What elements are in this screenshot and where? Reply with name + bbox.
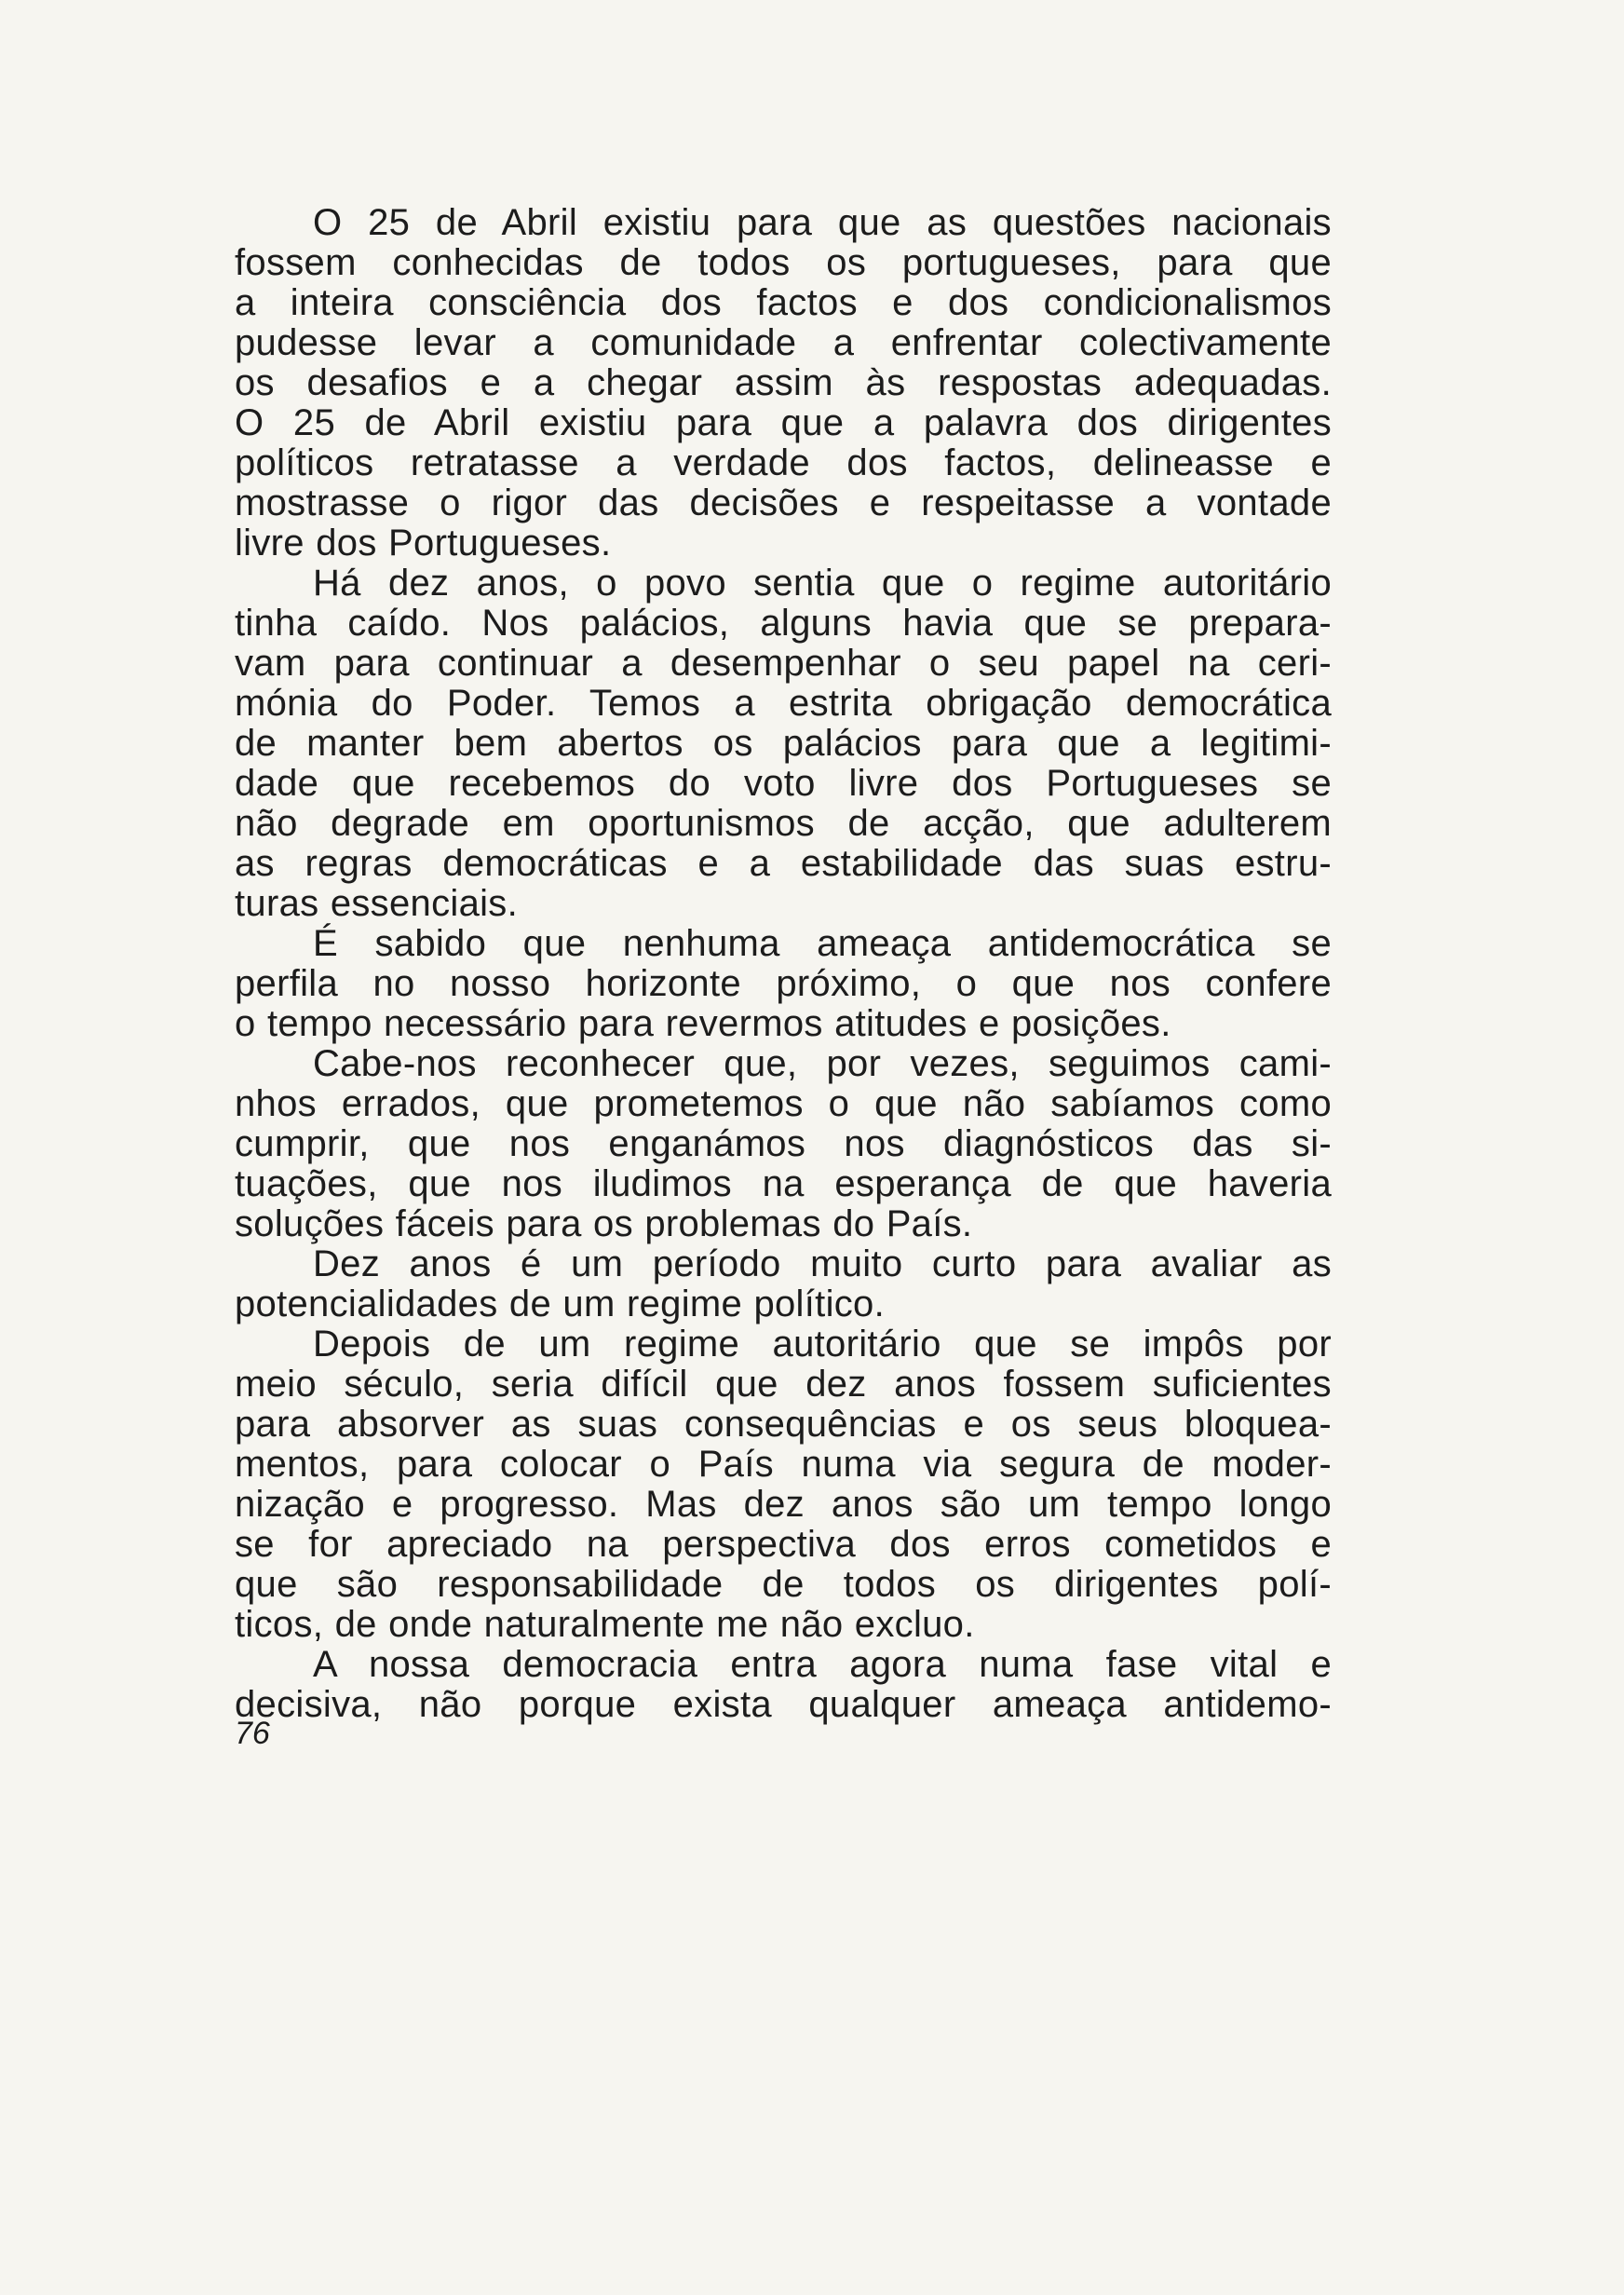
text-block xyxy=(235,203,1332,1725)
paragraph xyxy=(235,564,1332,924)
text-line: nização e progresso. Mas dez anos são um tempo longo xyxy=(235,1484,1332,1525)
text-line: Há dez anos, o povo sentia que o regime autoritário xyxy=(313,563,1332,604)
paragraph xyxy=(235,924,1332,1044)
text-line: pudesse levar a comunidade a enfrentar colectivamente xyxy=(235,322,1332,363)
text-line: cumprir, que nos enganámos nos diagnósticos das si- xyxy=(235,1123,1332,1164)
text-line: tuações, que nos iludimos na esperança de que haveria xyxy=(235,1163,1332,1204)
text-line: não degrade em oportunismos de acção, que adulterem xyxy=(235,803,1332,844)
text-line: fossem conhecidas de todos os portugueses, para que xyxy=(235,242,1332,283)
text-line: de manter bem abertos os palácios para que a legitimi- xyxy=(235,723,1332,764)
text-line: Dez anos é um período muito curto para avaliar as xyxy=(313,1243,1332,1284)
text-line: Depois de um regime autoritário que se impôs por xyxy=(313,1324,1332,1365)
text-line: dade que recebemos do voto livre dos Portugueses se xyxy=(235,763,1332,804)
text-line: os desafios e a chegar assim às respostas adequadas. xyxy=(235,362,1332,403)
text-line: que são responsabilidade de todos os dirigentes polí- xyxy=(235,1564,1332,1605)
text-line: soluções fáceis para os problemas do País. xyxy=(235,1203,973,1244)
text-line: se for apreciado na perspectiva dos erros cometidos e xyxy=(235,1524,1332,1565)
text-line: turas essenciais. xyxy=(235,883,519,924)
text-line: Cabe-nos reconhecer que, por vezes, seguimos cami- xyxy=(313,1043,1332,1084)
text-line: vam para continuar a desempenhar o seu papel na ceri- xyxy=(235,643,1332,684)
paragraph xyxy=(235,1645,1332,1725)
text-line: a inteira consciência dos factos e dos condicionalismos xyxy=(235,282,1332,323)
text-line: O 25 de Abril existiu para que as questões nacionais xyxy=(313,202,1332,243)
paragraph xyxy=(235,203,1332,564)
text-line: potencialidades de um regime político. xyxy=(235,1283,886,1324)
text-line: políticos retratasse a verdade dos factos, delineasse e xyxy=(235,442,1332,483)
text-line: o tempo necessário para revermos atitudes e posições. xyxy=(235,1003,1171,1044)
text-line: tinha caído. Nos palácios, alguns havia que se prepara- xyxy=(235,603,1332,644)
text-line: ticos, de onde naturalmente me não excluo. xyxy=(235,1604,975,1645)
text-line: mentos, para colocar o País numa via segura de moder- xyxy=(235,1444,1332,1485)
text-line: A nossa democracia entra agora numa fase vital e xyxy=(313,1644,1332,1685)
paragraph xyxy=(235,1324,1332,1645)
paragraph xyxy=(235,1244,1332,1324)
page-number: 76 xyxy=(235,1716,270,1751)
text-line: meio século, seria difícil que dez anos fossem suficientes xyxy=(235,1364,1332,1405)
text-line: as regras democráticas e a estabilidade das suas estru- xyxy=(235,843,1332,884)
paragraph xyxy=(235,1044,1332,1244)
text-line: O 25 de Abril existiu para que a palavra dos dirigentes xyxy=(235,402,1332,443)
text-line: para absorver as suas consequências e os seus bloquea- xyxy=(235,1404,1332,1445)
text-line: É sabido que nenhuma ameaça antidemocrática se xyxy=(313,923,1332,964)
text-line: nhos errados, que prometemos o que não sabíamos como xyxy=(235,1083,1332,1124)
text-line: mónia do Poder. Temos a estrita obrigação democrática xyxy=(235,683,1332,724)
text-line: livre dos Portugueses. xyxy=(235,523,612,564)
text-line: decisiva, não porque exista qualquer ameaça antidemo- xyxy=(235,1684,1332,1725)
text-line: mostrasse o rigor das decisões e respeitasse a vontade xyxy=(235,482,1332,523)
text-line: perfila no nosso horizonte próximo, o que nos confere xyxy=(235,963,1332,1004)
